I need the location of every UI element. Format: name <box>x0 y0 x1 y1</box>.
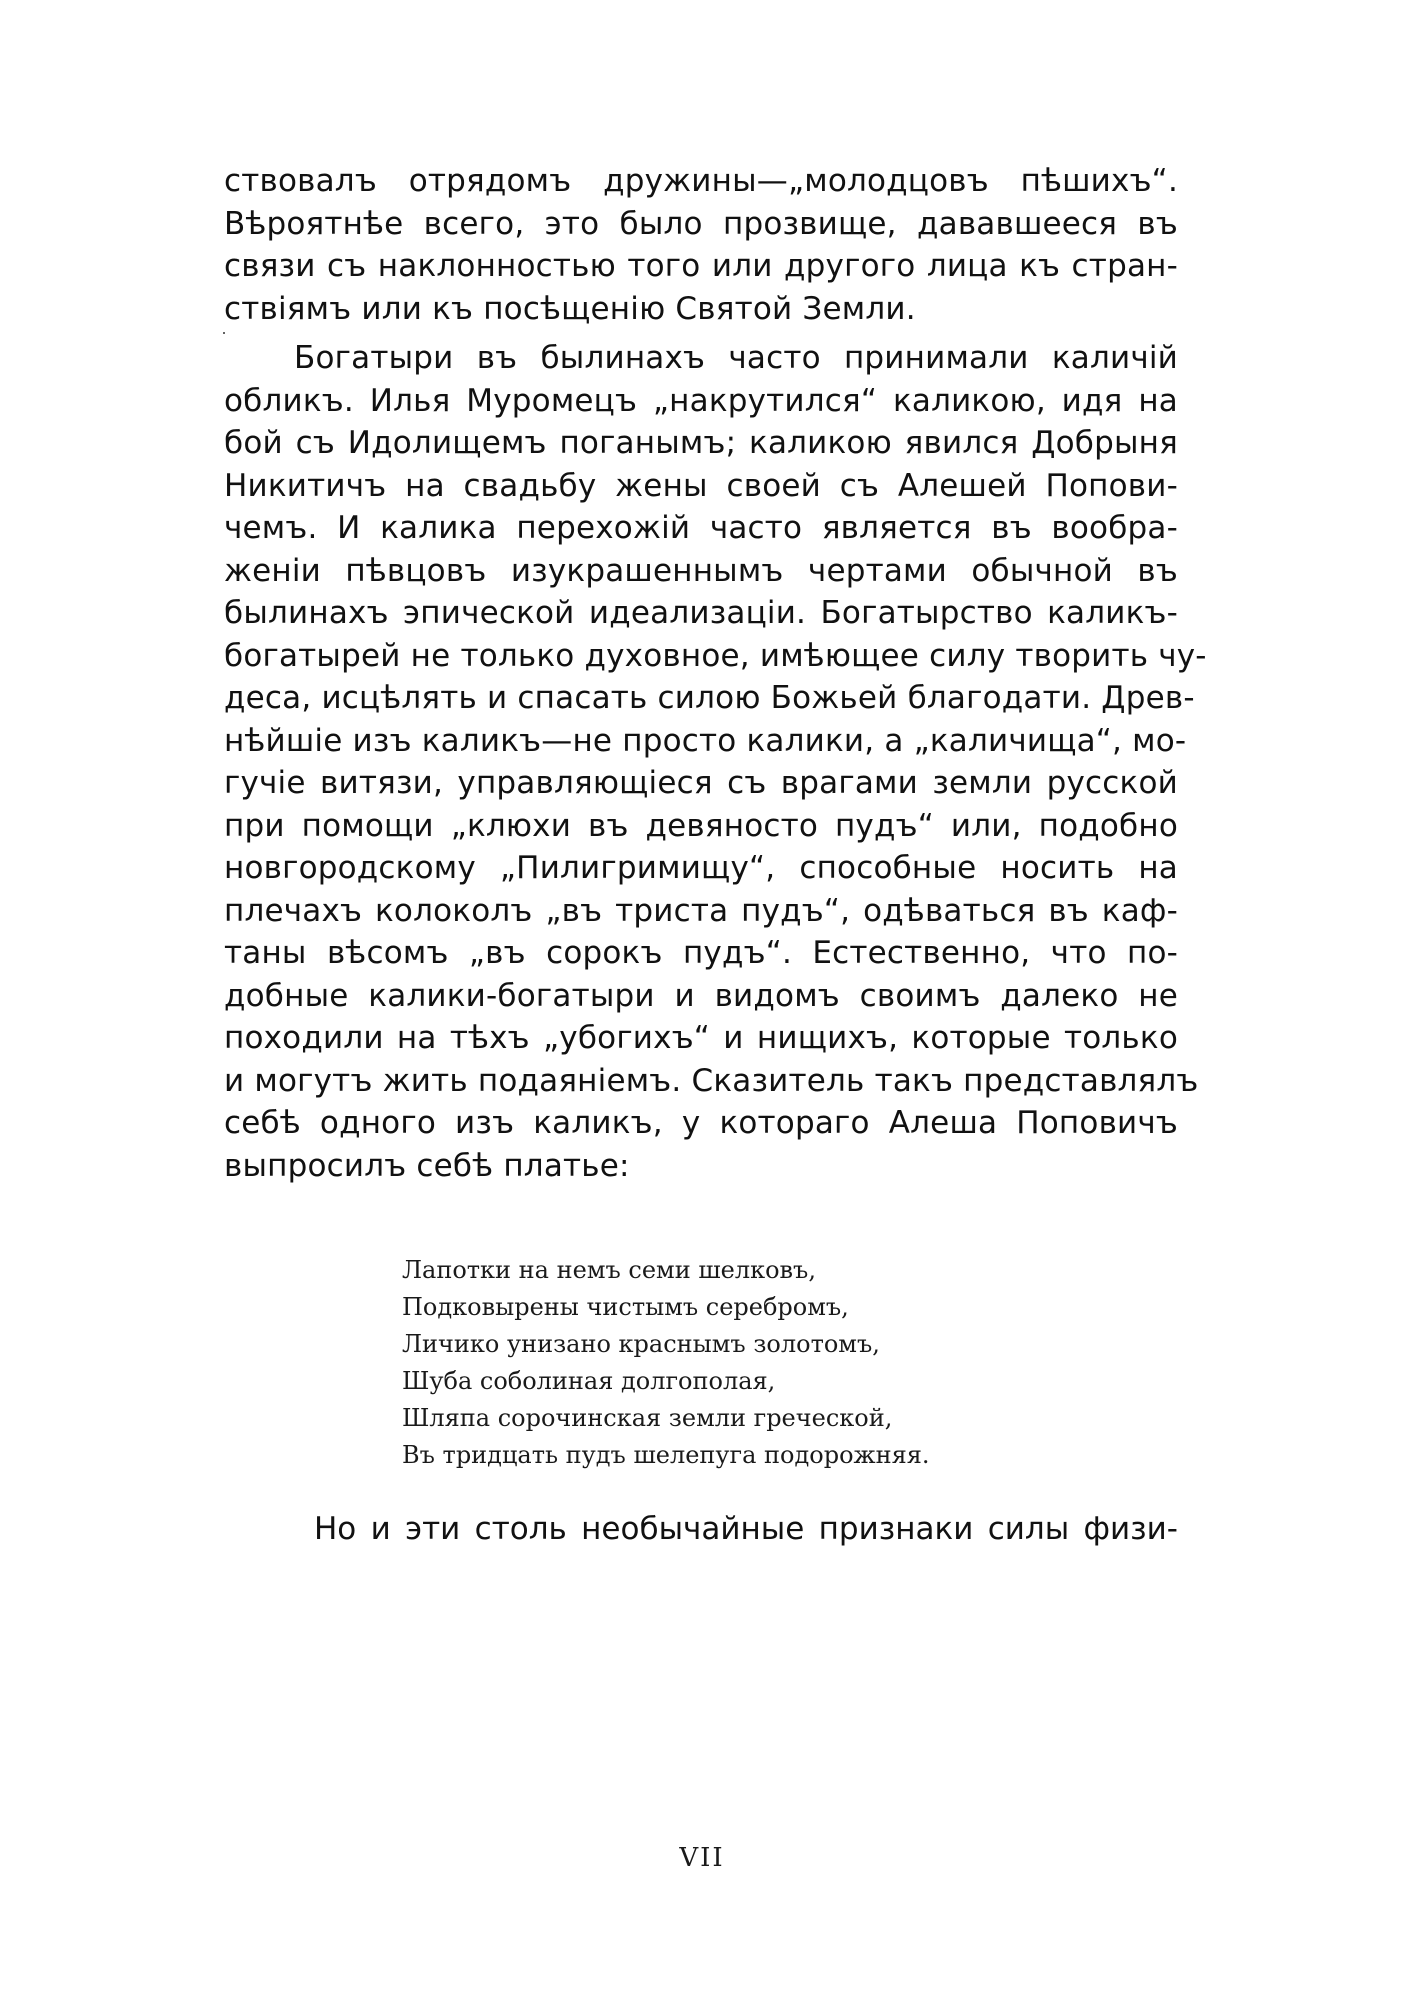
text-line: связи съ наклонностью того или другого лица къ стран- <box>224 248 1178 284</box>
text-line: бой съ Идолищемъ поганымъ; каликою явился Добрыня <box>224 425 1178 461</box>
text-line: плечахъ колоколъ „въ триста пудъ“, одѣваться въ каф- <box>224 892 1178 929</box>
text-line: женіи пѣвцовъ изукрашеннымъ чертами обычной въ <box>224 552 1178 589</box>
text-line: ствовалъ отрядомъ дружины—„молодцовъ пѣшихъ“. <box>224 163 1178 199</box>
page-number: VII <box>679 1843 725 1873</box>
text-line: деса, исцѣлять и спасать силою Божьей благодати. Древ- <box>224 680 1195 716</box>
paragraph-2 <box>224 337 1207 1187</box>
text-line: новгородскому „Пилигримищу“, способные носить на <box>224 850 1178 886</box>
text-line: нѣйшіе изъ каликъ—не просто калики, а „каличища“, мо- <box>224 722 1187 759</box>
closing-line: Но и эти столь необычайные признаки силы физи- <box>314 1511 1178 1547</box>
text-line: выпросилъ себѣ платье: <box>224 1147 630 1184</box>
verse-line: Шляпа сорочинская земли греческой, <box>402 1404 893 1432</box>
text-line: таны вѣсомъ „въ сорокъ пудъ“. Естественно, что по- <box>224 935 1178 971</box>
text-line: добные калики-богатыри и видомъ своимъ далеко не <box>224 977 1178 1014</box>
text-line: ствіямъ или къ посѣщенію Святой Земли. <box>224 290 916 327</box>
verse-line: Личико унизано краснымъ золотомъ, <box>402 1330 880 1358</box>
verse-line: Въ тридцать пудъ шелепуга подорожняя. <box>402 1441 930 1469</box>
verse-line: Лапотки на немъ семи шелковъ, <box>402 1256 816 1284</box>
text-line: чемъ. И калика перехожій часто является въ вообра- <box>224 510 1178 546</box>
verse-quotation <box>402 1252 930 1474</box>
text-line: себѣ одного изъ каликъ, у котораго Алеша Поповичъ <box>224 1105 1178 1141</box>
text-line: обликъ. Илья Муромецъ „накрутился“ каликою, идя на <box>224 382 1178 419</box>
text-line: Никитичъ на свадьбу жены своей съ Алешей Попови- <box>224 467 1178 504</box>
text-line: и могутъ жить подаяніемъ. Сказитель такъ представлялъ <box>224 1062 1199 1099</box>
text-line: гучіе витязи, управляющіеся съ врагами земли русской <box>224 765 1178 801</box>
verse-line: Шуба соболиная долгополая, <box>402 1367 776 1395</box>
text-line: Вѣроятнѣе всего, это было прозвище, дававшееся въ <box>224 205 1178 242</box>
verse-line: Подковырены чистымъ серебромъ, <box>402 1293 849 1321</box>
text-line: походили на тѣхъ „убогихъ“ и нищихъ, которые только <box>224 1020 1178 1056</box>
text-line: Богатыри въ былинахъ часто принимали каличій <box>294 340 1178 376</box>
text-line: при помощи „клюхи въ девяносто пудъ“ или, подобно <box>224 807 1178 844</box>
paragraph-1 <box>224 160 1178 330</box>
text-line: былинахъ эпической идеализаціи. Богатырство каликъ- <box>224 595 1178 631</box>
print-speck <box>223 332 225 334</box>
text-line: богатырей не только духовное, имѣющее силу творить чу- <box>224 637 1207 674</box>
